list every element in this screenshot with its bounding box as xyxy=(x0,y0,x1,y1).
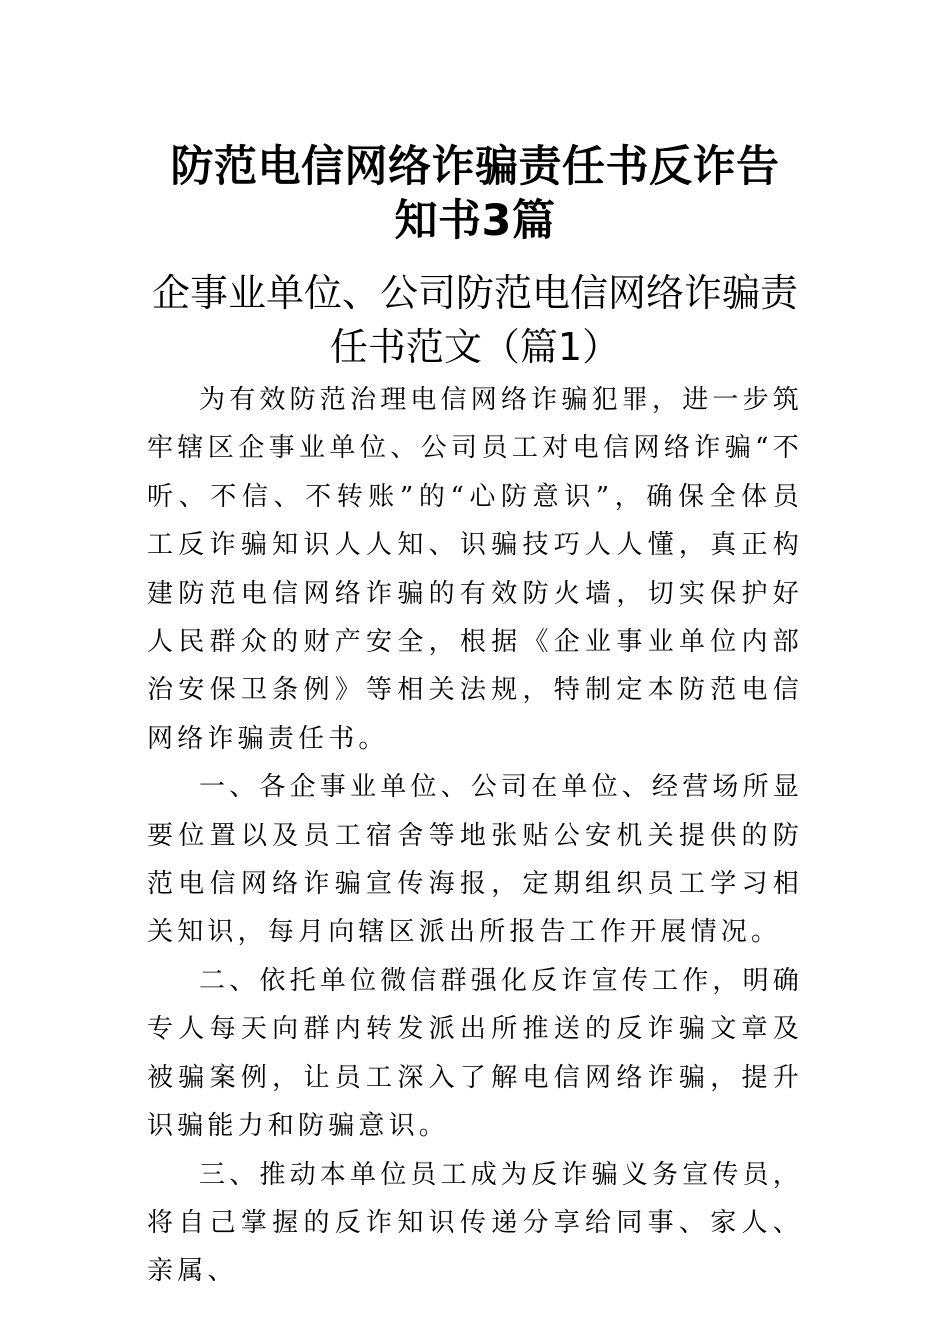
paragraph-item-2: 二、依托单位微信群强化反诈宣传工作，明确专人每天向群内转发派出所推送的反诈骗文章及被骗案例，让员工深入了解电信网络诈骗，提升识骗能力和防骗意识。 xyxy=(147,965,804,1142)
subtitle-line-1: 企事业单位、公司防范电信网络诈骗责 xyxy=(151,271,798,315)
title-line-2: 知书3篇 xyxy=(394,196,556,246)
document-title xyxy=(130,140,820,248)
paragraph-item-1: 一、各企事业单位、公司在单位、经营场所显要位置以及员工宿舍等地张贴公安机关提供的防范电信网络诈骗宣传海报，定期组织员工学习相关知识，每月向辖区派出所报告工作开展情况。 xyxy=(147,772,804,948)
section-heading xyxy=(130,266,820,374)
paragraph-intro: 为有效防范治理电信网络诈骗犯罪，进一步筑牢辖区企事业单位、公司员工对电信网络诈骗“不听、不信、不转账”的“心防意识”，确保全体员工反诈骗知识人人知、识骗技巧人人懂，真正构建防范电信网络诈骗的有效防火墙，切实保护好人民群众的财产安全，根据《企业事业单位内部治安保卫条例》等相关法规，特制定本防范电信网络诈骗责任书。 xyxy=(147,385,804,754)
subtitle-line-2: 任书范文（篇1） xyxy=(329,325,621,369)
paragraph-item-3: 三、推动本单位员工成为反诈骗义务宣传员，将自己掌握的反诈知识传递分享给同事、家人、亲属、 xyxy=(147,1159,804,1287)
title-line-1: 防范电信网络诈骗责任书反诈告 xyxy=(170,142,780,192)
document-body xyxy=(147,376,803,1296)
